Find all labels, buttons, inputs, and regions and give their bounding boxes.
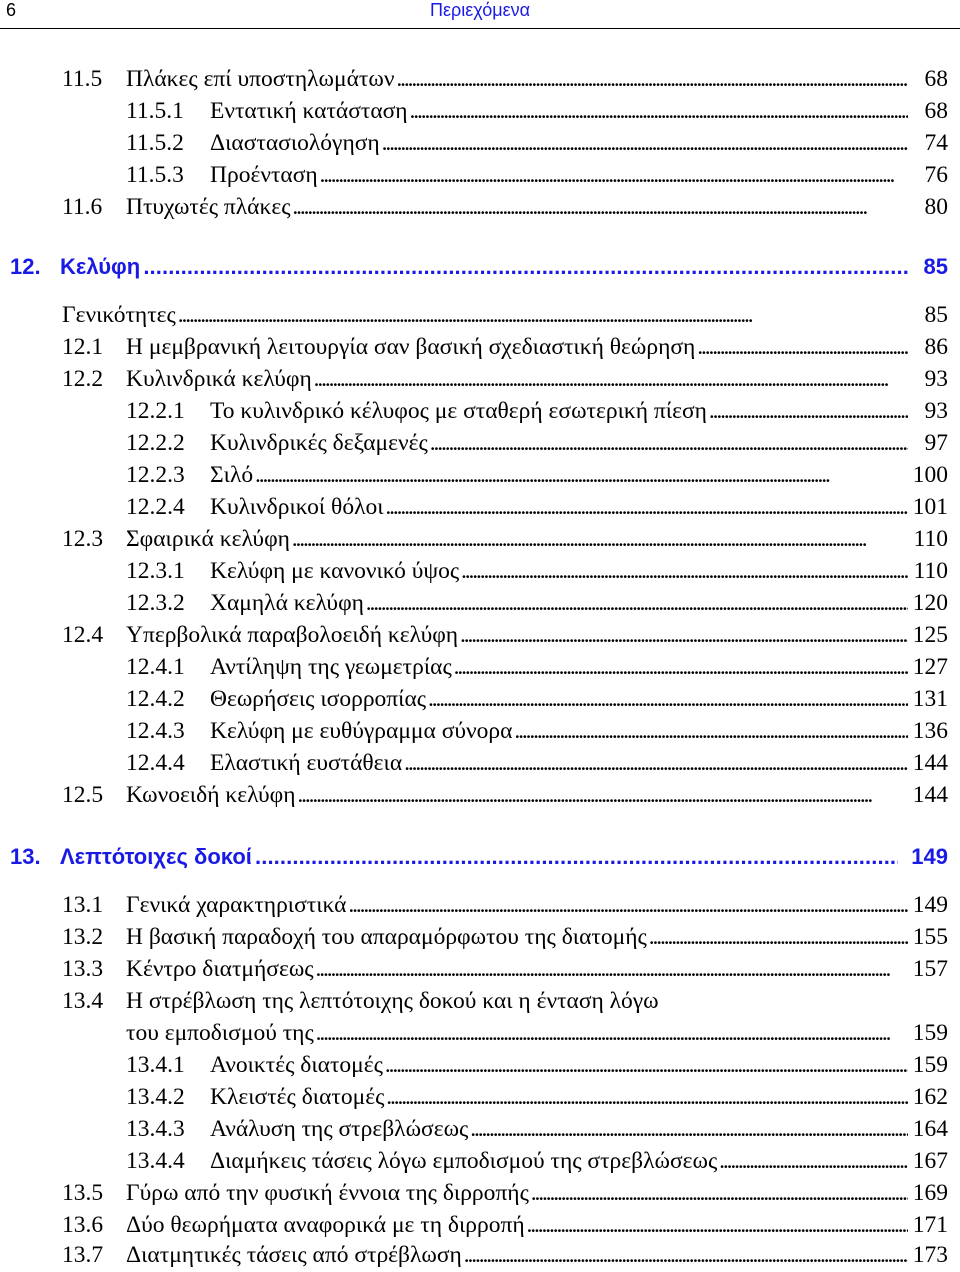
toc-number: 13.1 — [62, 892, 104, 918]
toc-page: 110 — [913, 558, 948, 584]
toc-number: 13.7 — [62, 1242, 104, 1268]
toc-number: 12.4.3 — [126, 718, 185, 744]
toc-entry[interactable] — [0, 1082, 960, 1114]
toc-number: 13.4 — [62, 988, 104, 1014]
toc-page: 149 — [912, 892, 948, 918]
toc-page: 164 — [912, 1116, 948, 1142]
toc-page: 171 — [912, 1212, 948, 1238]
toc-title: Γενικά χαρακτηριστικά . . . — [126, 890, 908, 920]
toc-title: Το κυλινδρικό κέλυφος με σταθερή εσωτερική πίεση . . . — [210, 396, 908, 426]
toc-number: 13.4.4 — [126, 1148, 185, 1174]
toc-entry[interactable] — [0, 1114, 960, 1146]
toc-page: 157 — [912, 956, 948, 982]
toc-number: 13.4.1 — [126, 1052, 185, 1078]
toc-number: 11.5.1 — [126, 98, 184, 124]
toc-number: 13.3 — [62, 956, 104, 982]
toc-title: Η βασική παραδοχή του απαραμόρφωτου της διατομής . . . — [126, 922, 908, 952]
toc-title: Κελύφη με κανονικό ύψος . . . — [210, 556, 908, 586]
toc-title: Διατμητικές τάσεις από στρέβλωση . . . — [126, 1240, 908, 1270]
toc-title: Κυλινδρικά κελύφη . . . — [126, 364, 908, 394]
toc-entry[interactable] — [0, 556, 960, 588]
toc-number: 12.3.1 — [126, 558, 185, 584]
toc-number: 11.5.2 — [126, 130, 184, 156]
toc-entry[interactable] — [0, 748, 960, 780]
toc-title: Πτυχωτές πλάκες . . . — [126, 192, 908, 222]
toc-title: Κυλινδρικές δεξαμενές . . . — [210, 428, 908, 458]
toc-number: 12.1 — [62, 334, 104, 360]
toc-title: Λεπτότοιχες δοκοί . . . — [60, 842, 898, 872]
toc-title: Προένταση . . . — [210, 160, 908, 190]
toc-entry[interactable] — [0, 428, 960, 460]
toc-title: Γύρω από την φυσική έννοια της διρροπής . . . — [126, 1178, 908, 1208]
toc-title: Δύο θεωρήματα αναφορικά με τη διρροπή . . . — [126, 1210, 908, 1240]
toc-title: Γενικότητες . . . — [62, 300, 908, 330]
toc-title: Κωνοειδή κελύφη . . . — [126, 780, 908, 810]
toc-title: Θεωρήσεις ισορροπίας . . . — [210, 684, 908, 714]
toc-page: 74 — [924, 130, 948, 156]
toc-entry[interactable] — [0, 986, 960, 1018]
toc-page: 101 — [912, 494, 948, 520]
toc-number: 12. — [10, 254, 41, 279]
toc-page: 97 — [924, 430, 948, 456]
page-header — [0, 0, 960, 28]
header-divider — [0, 28, 960, 29]
toc-number: 12.2.2 — [126, 430, 185, 456]
toc-entry[interactable] — [0, 1210, 960, 1242]
toc-title: Κέντρο διατμήσεως . . . — [126, 954, 908, 984]
toc-page: 110 — [913, 526, 948, 552]
toc-entry[interactable] — [0, 128, 960, 160]
toc-page: 169 — [912, 1180, 948, 1206]
toc-entry[interactable] — [0, 396, 960, 428]
toc-entry[interactable] — [0, 954, 960, 986]
toc-page: 159 — [912, 1052, 948, 1078]
toc-number: 12.4 — [62, 622, 104, 648]
toc-entry[interactable] — [0, 1050, 960, 1082]
toc-number: 12.2.1 — [126, 398, 185, 424]
toc-entry[interactable] — [0, 1178, 960, 1210]
toc-page: 162 — [912, 1084, 948, 1110]
toc-page: 149 — [911, 844, 948, 869]
toc-title: Κελύφη . . . — [60, 252, 908, 282]
toc-page: 144 — [912, 750, 948, 776]
toc-entry[interactable] — [0, 332, 960, 364]
toc-number: 11.5.3 — [126, 162, 184, 188]
toc-title: Σιλό . . . — [210, 460, 908, 490]
toc-number: 12.5 — [62, 782, 104, 808]
toc-title: Υπερβολικά παραβολοειδή κελύφη . . . — [126, 620, 908, 650]
toc-entry[interactable] — [0, 890, 960, 922]
page-number: 6 — [6, 0, 17, 20]
toc-entry[interactable] — [0, 64, 960, 96]
toc-page: 68 — [924, 98, 948, 124]
toc-number: 13.4.2 — [126, 1084, 185, 1110]
toc-entry[interactable] — [0, 300, 960, 332]
toc-entry[interactable] — [0, 460, 960, 492]
toc-number: 12.3.2 — [126, 590, 185, 616]
toc-title: Ελαστική ευστάθεια . . . — [210, 748, 908, 778]
toc-number: 12.4.4 — [126, 750, 185, 776]
toc-number: 12.2 — [62, 366, 104, 392]
toc-page: 159 — [912, 1020, 948, 1046]
toc-page: 93 — [924, 398, 948, 424]
toc-page: 86 — [924, 334, 948, 360]
toc-title: Χαμηλά κελύφη . . . — [210, 588, 908, 618]
toc-number: 13.6 — [62, 1212, 104, 1238]
toc-page: 68 — [924, 66, 948, 92]
toc-title: Πλάκες επί υποστηλωμάτων . . . — [126, 64, 908, 94]
toc-page: 80 — [924, 194, 948, 220]
toc-title: Διαμήκεις τάσεις λόγω εμποδισμού της στρεβλώσεως . . . — [210, 1146, 908, 1176]
toc-title: Κυλινδρικοί θόλοι . . . — [210, 492, 908, 522]
toc-page: 85 — [924, 302, 948, 328]
toc-page: 76 — [924, 162, 948, 188]
toc-number: 12.2.4 — [126, 494, 185, 520]
toc-page: 127 — [912, 654, 948, 680]
toc-number: 13. — [10, 844, 41, 869]
toc-entry[interactable] — [0, 780, 960, 812]
toc-page: 155 — [912, 924, 948, 950]
toc-entry[interactable] — [0, 160, 960, 192]
toc-title: Σφαιρικά κελύφη . . . — [126, 524, 908, 554]
toc-number: 13.5 — [62, 1180, 104, 1206]
toc-title: Εντατική κατάσταση . . . — [210, 96, 908, 126]
running-title: Περιεχόμενα — [429, 0, 531, 20]
toc-page: 120 — [912, 590, 948, 616]
toc-page: 100 — [912, 462, 948, 488]
toc-title: Αντίληψη της γεωμετρίας . . . — [210, 652, 908, 682]
toc-entry[interactable] — [0, 96, 960, 128]
toc-entry[interactable] — [0, 620, 960, 652]
toc-title: Διαστασιολόγηση . . . — [210, 128, 908, 158]
toc-entry[interactable] — [0, 922, 960, 954]
toc-title: Κλειστές διατομές . . . — [210, 1082, 908, 1112]
toc-number: 13.4.3 — [126, 1116, 185, 1142]
toc-entry[interactable] — [0, 716, 960, 748]
toc-page: 173 — [912, 1242, 948, 1268]
toc-number: 11.5 — [62, 66, 103, 92]
toc-page: 85 — [923, 254, 948, 279]
toc-number: 11.6 — [62, 194, 103, 220]
toc-entry[interactable] — [0, 524, 960, 556]
toc-title: Η μεμβρανική λειτουργία σαν βασική σχεδιαστική θεώρηση . . . — [126, 332, 908, 362]
toc-page: 125 — [912, 622, 948, 648]
toc-number: 12.2.3 — [126, 462, 185, 488]
toc-number: 12.4.2 — [126, 686, 185, 712]
toc-chapter[interactable] — [0, 842, 960, 874]
toc-number: 13.2 — [62, 924, 104, 950]
toc-entry[interactable] — [0, 652, 960, 684]
toc-page: 136 — [912, 718, 948, 744]
toc-entry[interactable] — [0, 364, 960, 396]
toc-number: 12.4.1 — [126, 654, 185, 680]
toc-page: 93 — [924, 366, 948, 392]
toc-page: 131 — [912, 686, 948, 712]
toc-entry[interactable] — [0, 192, 960, 224]
toc-entry[interactable] — [0, 1240, 960, 1272]
toc-entry[interactable] — [0, 492, 960, 524]
toc-page: 144 — [912, 782, 948, 808]
toc-page: 167 — [912, 1148, 948, 1174]
toc-entry[interactable] — [0, 684, 960, 716]
toc-number: 12.3 — [62, 526, 104, 552]
toc-entry[interactable] — [0, 588, 960, 620]
toc-title: Ανάλυση της στρεβλώσεως . . . — [210, 1114, 908, 1144]
toc-entry[interactable] — [0, 1146, 960, 1178]
toc-title: Κελύφη με ευθύγραμμα σύνορα . . . — [210, 716, 908, 746]
toc-entry[interactable] — [0, 1018, 960, 1050]
toc-chapter[interactable] — [0, 252, 960, 284]
toc-title: Ανοικτές διατομές . . . — [210, 1050, 908, 1080]
toc-title: του εμποδισμού της . . . — [126, 1018, 908, 1048]
toc-title: Η στρέβλωση της λεπτότοιχης δοκού και η ένταση λόγω — [126, 988, 659, 1014]
